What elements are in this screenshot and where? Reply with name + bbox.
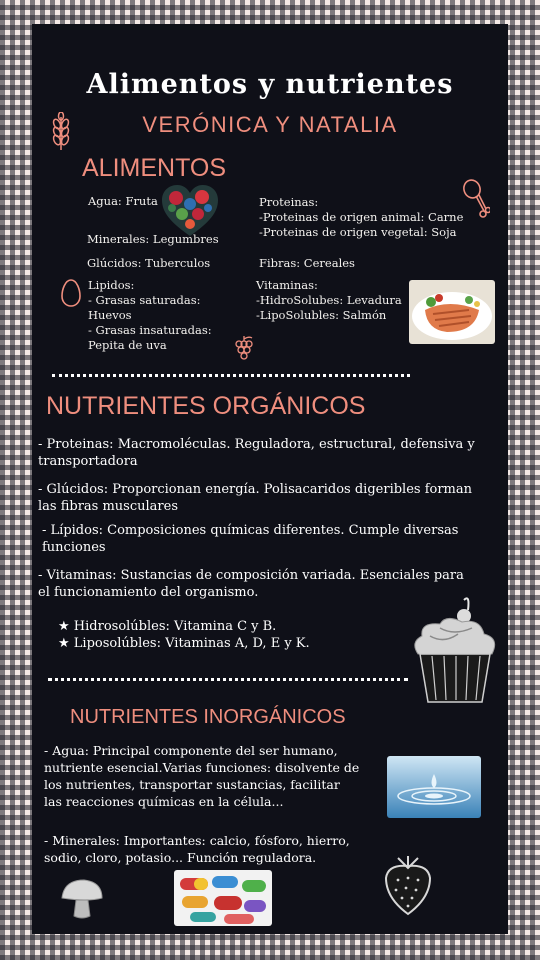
organicos-lipidos-line2: funciones — [42, 540, 106, 555]
organicos-vitaminas-line2: el funcionamiento del organismo. — [38, 585, 259, 600]
inorganicos-minerales-line2: sodio, cloro, potasio... Función reguladora. — [44, 850, 317, 865]
organicos-proteinas — [38, 436, 475, 470]
organicos-glucidos-line2: las fibras musculares — [38, 499, 178, 514]
inorganicos-agua-line1: - Agua: Principal componente del ser humano, — [44, 743, 338, 758]
lipidos-block — [88, 278, 212, 353]
organicos-glucidos — [38, 481, 472, 515]
organicos-vitaminas-line1: - Vitaminas: Sustancias de composición variada. Esenciales para — [38, 568, 464, 583]
star-icon: ★ — [58, 619, 74, 634]
glucidos-tuberculos-text: Glúcidos: Tuberculos — [87, 256, 211, 270]
lipidos-pepita: Pepita de uva — [88, 338, 167, 352]
inorganicos-agua — [44, 742, 359, 810]
vitaminas-block — [256, 278, 402, 323]
lipidos-huevos: Huevos — [88, 308, 132, 322]
egg-icon — [60, 278, 82, 308]
bullet-liposolubles: Liposolúbles: Vitaminas A, D, E y K. — [73, 636, 310, 651]
inorganicos-agua-line2: nutriente esencial.Varias funciones: disolvente de — [44, 760, 360, 775]
inorganicos-minerales-line1: - Minerales: Importantes: calcio, fósforo, hierro, — [44, 833, 350, 848]
organicos-proteinas-line2: transportadora — [38, 454, 138, 469]
divider-dotted — [52, 374, 410, 377]
drumstick-icon — [462, 178, 490, 220]
bullet-hidrosolubles: Hidrosolúbles: Vitamina C y B. — [73, 619, 277, 634]
mushroom-icon — [58, 876, 106, 922]
bullet-item — [58, 618, 310, 635]
water-drop-image — [387, 756, 481, 818]
organicos-vitaminas — [38, 567, 464, 601]
organicos-lipidos-line1: - Lípidos: Composiciones químicas diferentes. Cumple diversas — [42, 523, 459, 538]
lipidos-saturadas: - Grasas saturadas: — [88, 293, 201, 307]
inorganicos-minerales — [44, 832, 350, 866]
pills-image — [174, 870, 272, 926]
divider-dotted — [48, 678, 408, 681]
inorganicos-agua-line4: las reacciones químicas en la célula... — [44, 794, 284, 809]
vitaminas-hidrosolubes: -HidroSolubes: Levadura — [256, 293, 402, 307]
fibras-cereales-text: Fibras: Cereales — [259, 256, 355, 270]
inorganicos-heading: NUTRIENTES INORGÁNICOS — [70, 706, 346, 728]
organicos-lipidos — [42, 522, 458, 556]
agua-fruta-text: Agua: Fruta — [88, 194, 158, 208]
strawberry-icon — [380, 854, 436, 918]
minerales-legumbres-text: Minerales: Legumbres — [87, 232, 219, 246]
proteinas-vegetal: -Proteinas de origen vegetal: Soja — [259, 225, 457, 239]
authors-subtitle: VERÓNICA Y NATALIA — [142, 112, 398, 137]
grapes-icon — [233, 334, 255, 364]
salmon-plate-image — [409, 280, 495, 344]
page-title: Alimentos y nutrientes — [86, 69, 454, 100]
inorganicos-agua-line3: los nutrientes, transportar sustancias, facilitar — [44, 777, 340, 792]
wheat-icon — [50, 112, 72, 152]
bullet-item — [58, 635, 310, 652]
infographic-board — [32, 24, 508, 934]
heart-fruit-image — [160, 184, 220, 238]
alimentos-heading: ALIMENTOS — [82, 154, 227, 182]
organicos-proteinas-line1: - Proteinas: Macromoléculas. Reguladora, estructural, defensiva y — [38, 437, 475, 452]
lipidos-title: Lipidos: — [88, 278, 135, 292]
cupcake-icon — [410, 592, 500, 706]
star-icon: ★ — [58, 636, 74, 651]
proteinas-block — [259, 195, 463, 240]
organicos-heading: NUTRIENTES ORGÁNICOS — [46, 392, 366, 420]
vitaminas-bullets — [58, 618, 310, 652]
vitaminas-liposolubles: -LipoSolubles: Salmón — [256, 308, 387, 322]
proteinas-animal: -Proteinas de origen animal: Carne — [259, 210, 464, 224]
lipidos-insaturadas: - Grasas insaturadas: — [88, 323, 212, 337]
organicos-glucidos-line1: - Glúcidos: Proporcionan energía. Polisacaridos digeribles forman — [38, 482, 473, 497]
proteinas-title: Proteinas: — [259, 195, 319, 209]
vitaminas-title: Vitaminas: — [256, 278, 318, 292]
